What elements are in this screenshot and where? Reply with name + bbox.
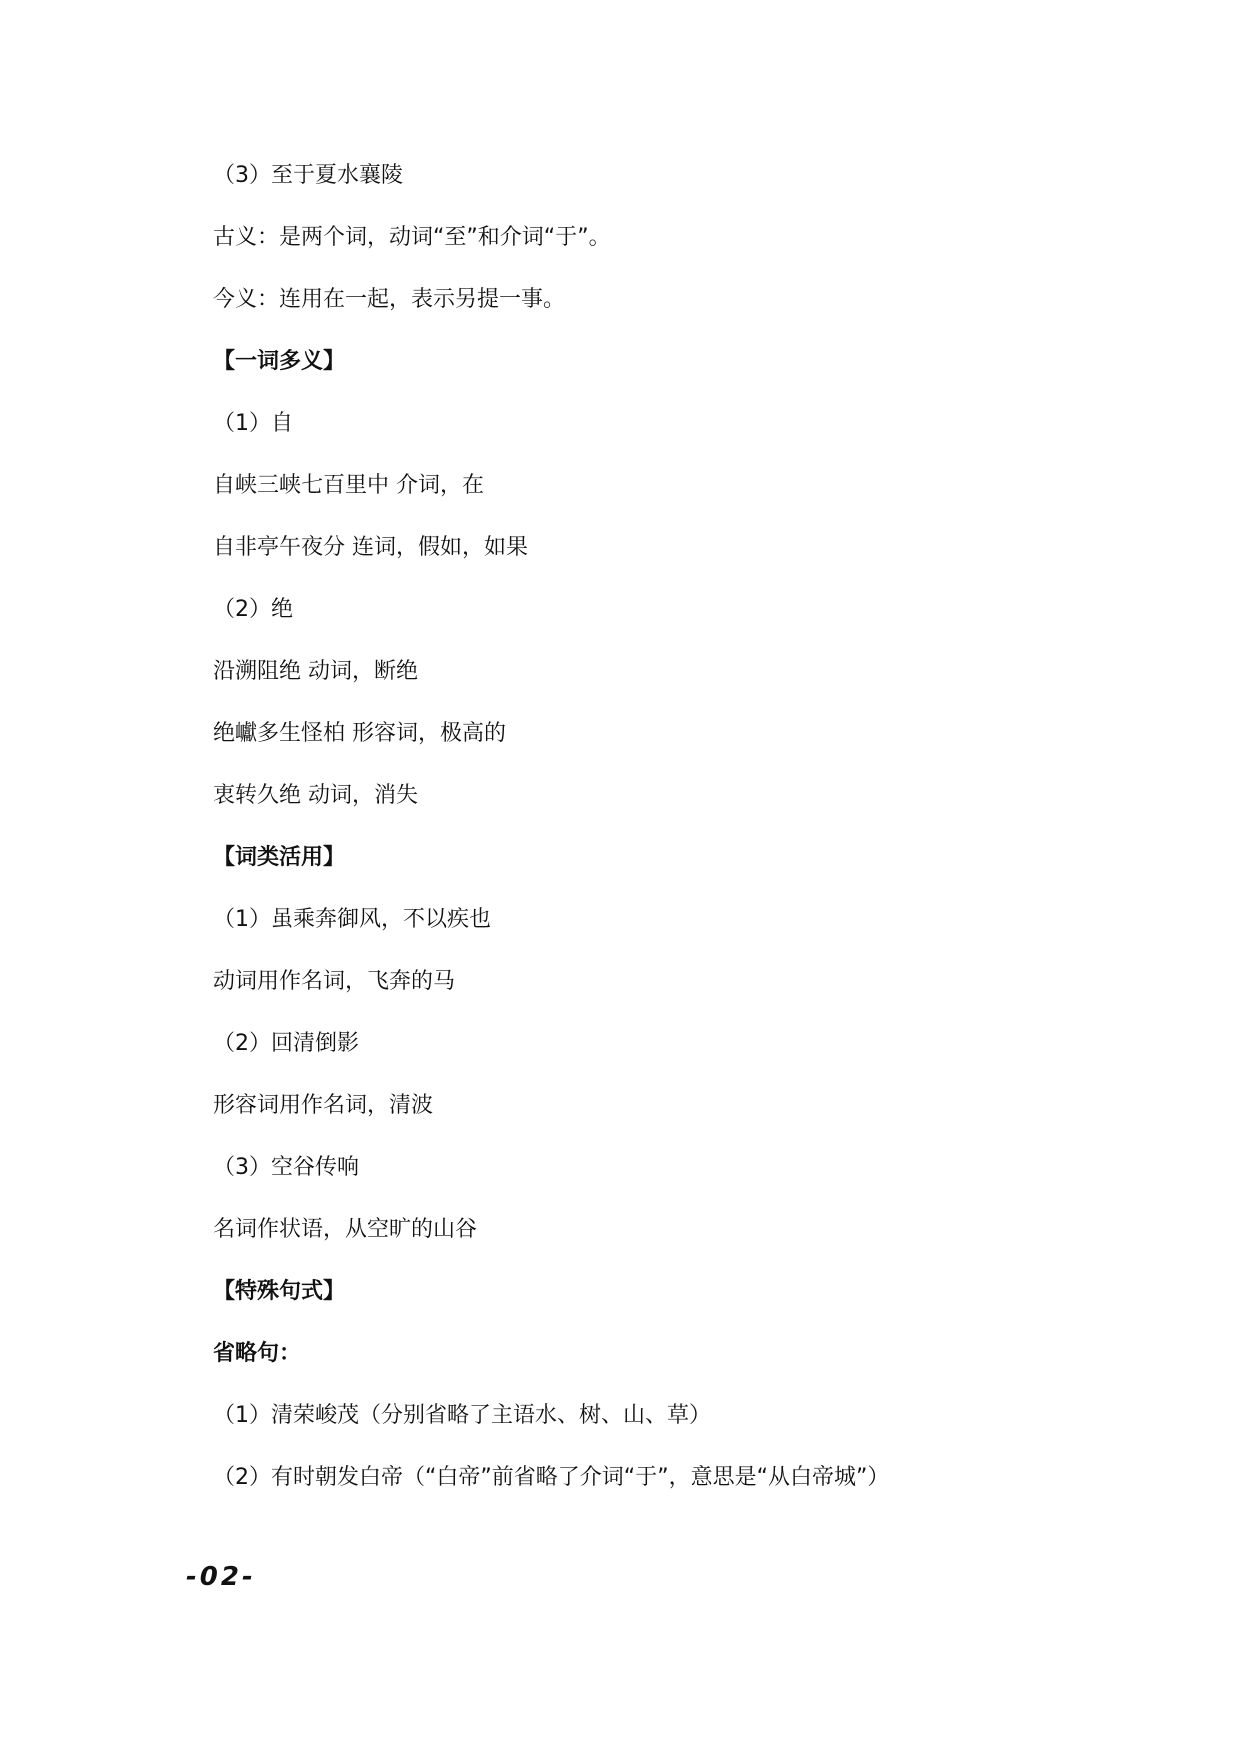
text-line: （1）自 [213, 411, 293, 436]
text-line: （1）虽乘奔御风，不以疾也 [213, 907, 491, 932]
section-heading: 【特殊句式】 [213, 1279, 346, 1304]
section-heading: 【词类活用】 [213, 845, 346, 870]
text-line: （3）空谷传响 [213, 1155, 359, 1180]
subsection-heading: 省略句： [213, 1341, 302, 1366]
text-line: （2）绝 [213, 597, 293, 622]
text-line: （3）至于夏水襄陵 [213, 163, 403, 188]
text-line: 古义：是两个词，动词“至”和介词“于”。 [213, 225, 611, 250]
text-line: 衷转久绝 动词，消失 [213, 783, 418, 808]
text-line: 沿溯阻绝 动词，断绝 [213, 659, 418, 684]
text-line: 动词用作名词，飞奔的马 [213, 969, 456, 994]
page-number: -02- [186, 1562, 256, 1592]
text-line: 今义：连用在一起，表示另提一事。 [213, 287, 566, 312]
text-line: （2）有时朝发白帝（“白帝”前省略了介词“于”，意思是“从白帝城”） [213, 1465, 890, 1490]
text-line: 自峡三峡七百里中 介词，在 [213, 473, 484, 498]
text-line: 绝巘多生怪柏 形容词，极高的 [213, 721, 506, 746]
page-content [213, 160, 993, 1524]
section-heading: 【一词多义】 [213, 349, 346, 374]
text-line: 自非亭午夜分 连词，假如，如果 [213, 535, 528, 560]
text-line: 名词作状语，从空旷的山谷 [213, 1217, 478, 1242]
text-line: 形容词用作名词，清波 [213, 1093, 434, 1118]
text-line: （2）回清倒影 [213, 1031, 359, 1056]
text-line: （1）清荣峻茂（分别省略了主语水、树、山、草） [213, 1403, 711, 1428]
